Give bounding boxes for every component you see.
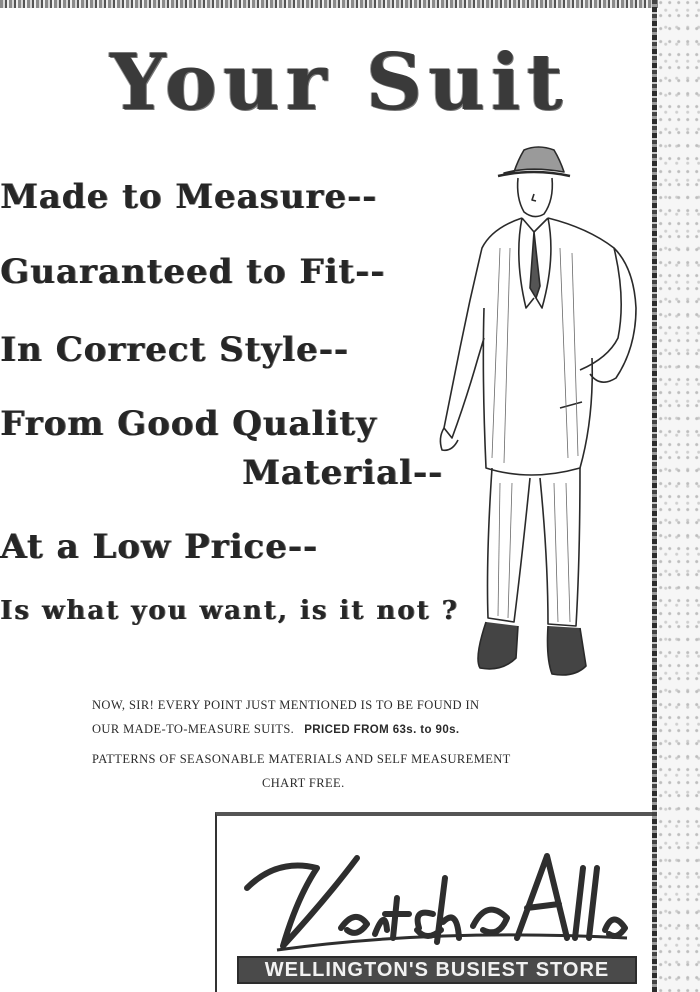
copy-line-2: [92, 722, 552, 737]
tagline-low-price: At a Low Price--: [0, 527, 318, 567]
adjacent-column-edge: [658, 0, 700, 992]
right-border: [652, 0, 657, 992]
headline: Your Suit: [110, 37, 569, 128]
man-in-suit-illustration: [430, 138, 650, 683]
tagline-question: Is what you want, is it not ?: [0, 596, 459, 626]
copy-line-1: NOW, SIR! EVERY POINT JUST MENTIONED IS TO BE FOUND IN: [92, 698, 480, 712]
store-slogan-band: WELLINGTON'S BUSIEST STORE: [237, 956, 637, 984]
copy-line-3: PATTERNS OF SEASONABLE MATERIALS AND SELF MEASUREMENT: [92, 752, 511, 766]
tagline-guaranteed-to-fit: Guaranteed to Fit--: [0, 252, 386, 292]
store-logo-box: [215, 812, 652, 992]
tagline-material: Material--: [242, 453, 444, 493]
veitch-allan-script-logo: [237, 838, 637, 958]
tagline-made-to-measure: Made to Measure--: [0, 177, 378, 217]
top-border: [0, 0, 700, 8]
copy-line-2-text: OUR MADE-TO-MEASURE SUITS.: [92, 722, 295, 736]
copy-line-4: CHART FREE.: [262, 776, 345, 790]
tagline-correct-style: In Correct Style--: [0, 330, 349, 370]
price-range: PRICED FROM 63s. to 90s.: [304, 724, 460, 736]
tagline-good-quality: From Good Quality: [0, 404, 377, 444]
